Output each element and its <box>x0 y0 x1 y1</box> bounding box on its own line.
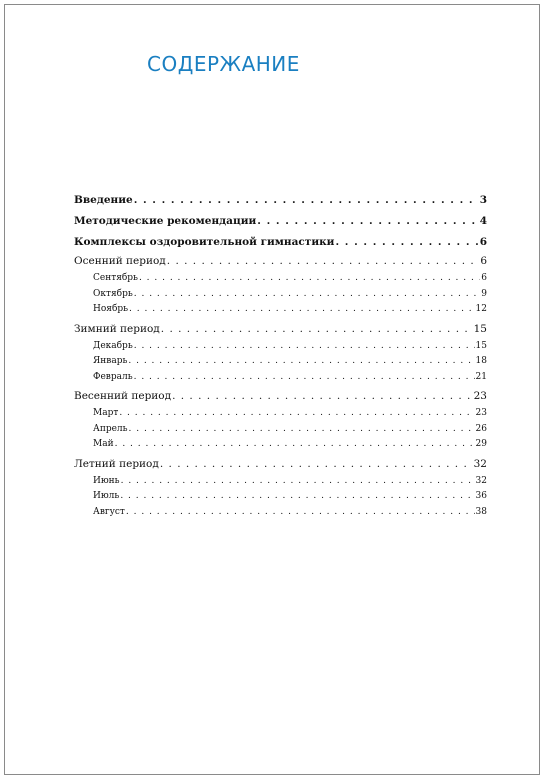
toc-entry-june[interactable] <box>74 474 487 490</box>
toc-entry-introduction[interactable] <box>74 191 487 210</box>
toc-page-number: 6 <box>479 236 487 248</box>
toc-leader-dots <box>134 287 481 303</box>
toc-leader-dots <box>172 387 473 406</box>
toc-leader-dots <box>160 455 473 474</box>
toc-leader-dots <box>120 489 474 505</box>
toc-entry-label: Февраль <box>93 371 133 382</box>
toc-entry-label: Июнь <box>93 475 120 486</box>
toc-leader-dots <box>126 505 475 521</box>
toc-page-number: 36 <box>475 491 487 501</box>
toc-entry-november[interactable] <box>74 302 487 318</box>
toc-page-number: 38 <box>475 506 487 517</box>
toc-entry-label: Август <box>93 506 125 517</box>
toc-entry-march[interactable] <box>74 406 487 422</box>
toc-leader-dots <box>129 422 475 438</box>
toc-entry-label: Апрель <box>93 423 128 434</box>
toc-entry-autumn[interactable] <box>74 252 487 271</box>
table-of-contents <box>74 191 487 520</box>
toc-entry-label: Зимний период <box>74 322 160 335</box>
toc-leader-dots <box>128 354 474 370</box>
toc-entry-summer[interactable] <box>74 455 487 474</box>
toc-page-number: 15 <box>473 322 487 335</box>
toc-leader-dots <box>134 339 475 355</box>
toc-leader-dots <box>161 320 473 339</box>
toc-entry-april[interactable] <box>74 422 487 438</box>
toc-leader-dots <box>257 212 478 231</box>
toc-entry-complexes[interactable] <box>74 233 487 252</box>
toc-page-number: 32 <box>475 475 487 486</box>
toc-entry-october[interactable] <box>74 287 487 303</box>
toc-page-number: 21 <box>475 371 487 382</box>
toc-entry-label: Летний период <box>74 457 159 470</box>
toc-entry-label: Январь <box>93 356 128 366</box>
toc-entry-label: Июль <box>93 491 120 501</box>
toc-page-number: 4 <box>479 215 487 227</box>
toc-leader-dots <box>167 252 480 271</box>
toc-leader-dots <box>119 406 474 422</box>
toc-entry-spring[interactable] <box>74 387 487 406</box>
toc-entry-label: Комплексы оздоровительной гимнастики <box>74 236 335 248</box>
toc-leader-dots <box>115 437 475 453</box>
toc-page-number: 6 <box>480 255 487 267</box>
toc-leader-dots <box>139 271 480 287</box>
toc-page-number: 23 <box>475 408 487 418</box>
toc-entry-label: Осенний период <box>74 255 166 267</box>
toc-entry-july[interactable] <box>74 489 487 505</box>
toc-entry-january[interactable] <box>74 354 487 370</box>
toc-entry-label: Октябрь <box>93 288 133 299</box>
toc-page-number: 23 <box>473 390 487 402</box>
toc-leader-dots <box>121 474 475 490</box>
page-title: СОДЕРЖАНИЕ <box>147 52 300 76</box>
toc-leader-dots <box>134 191 479 210</box>
toc-page-number: 3 <box>479 194 487 206</box>
toc-page-number: 9 <box>481 288 487 299</box>
toc-entry-may[interactable] <box>74 437 487 453</box>
toc-page-number: 6 <box>481 273 487 283</box>
toc-leader-dots <box>335 233 478 252</box>
toc-entry-label: Сентябрь <box>93 273 138 283</box>
toc-entry-label: Май <box>93 439 114 449</box>
toc-entry-february[interactable] <box>74 370 487 386</box>
toc-entry-label: Методические рекомендации <box>74 215 257 227</box>
toc-entry-august[interactable] <box>74 505 487 521</box>
toc-page-number: 18 <box>475 356 487 366</box>
toc-leader-dots <box>129 302 475 318</box>
toc-page-number: 26 <box>475 423 487 434</box>
toc-entry-label: Весенний период <box>74 390 172 402</box>
toc-page-number: 15 <box>475 340 487 351</box>
toc-entry-winter[interactable] <box>74 320 487 339</box>
toc-entry-recommendations[interactable] <box>74 212 487 231</box>
toc-entry-label: Март <box>93 408 119 418</box>
toc-page-number: 12 <box>475 304 487 314</box>
toc-page-number: 29 <box>475 439 487 449</box>
toc-entry-label: Декабрь <box>93 340 133 351</box>
toc-entry-december[interactable] <box>74 339 487 355</box>
toc-leader-dots <box>134 370 475 386</box>
toc-page-number: 32 <box>473 457 487 470</box>
toc-entry-label: Ноябрь <box>93 304 129 314</box>
toc-entry-september[interactable] <box>74 271 487 287</box>
toc-entry-label: Введение <box>74 194 133 206</box>
